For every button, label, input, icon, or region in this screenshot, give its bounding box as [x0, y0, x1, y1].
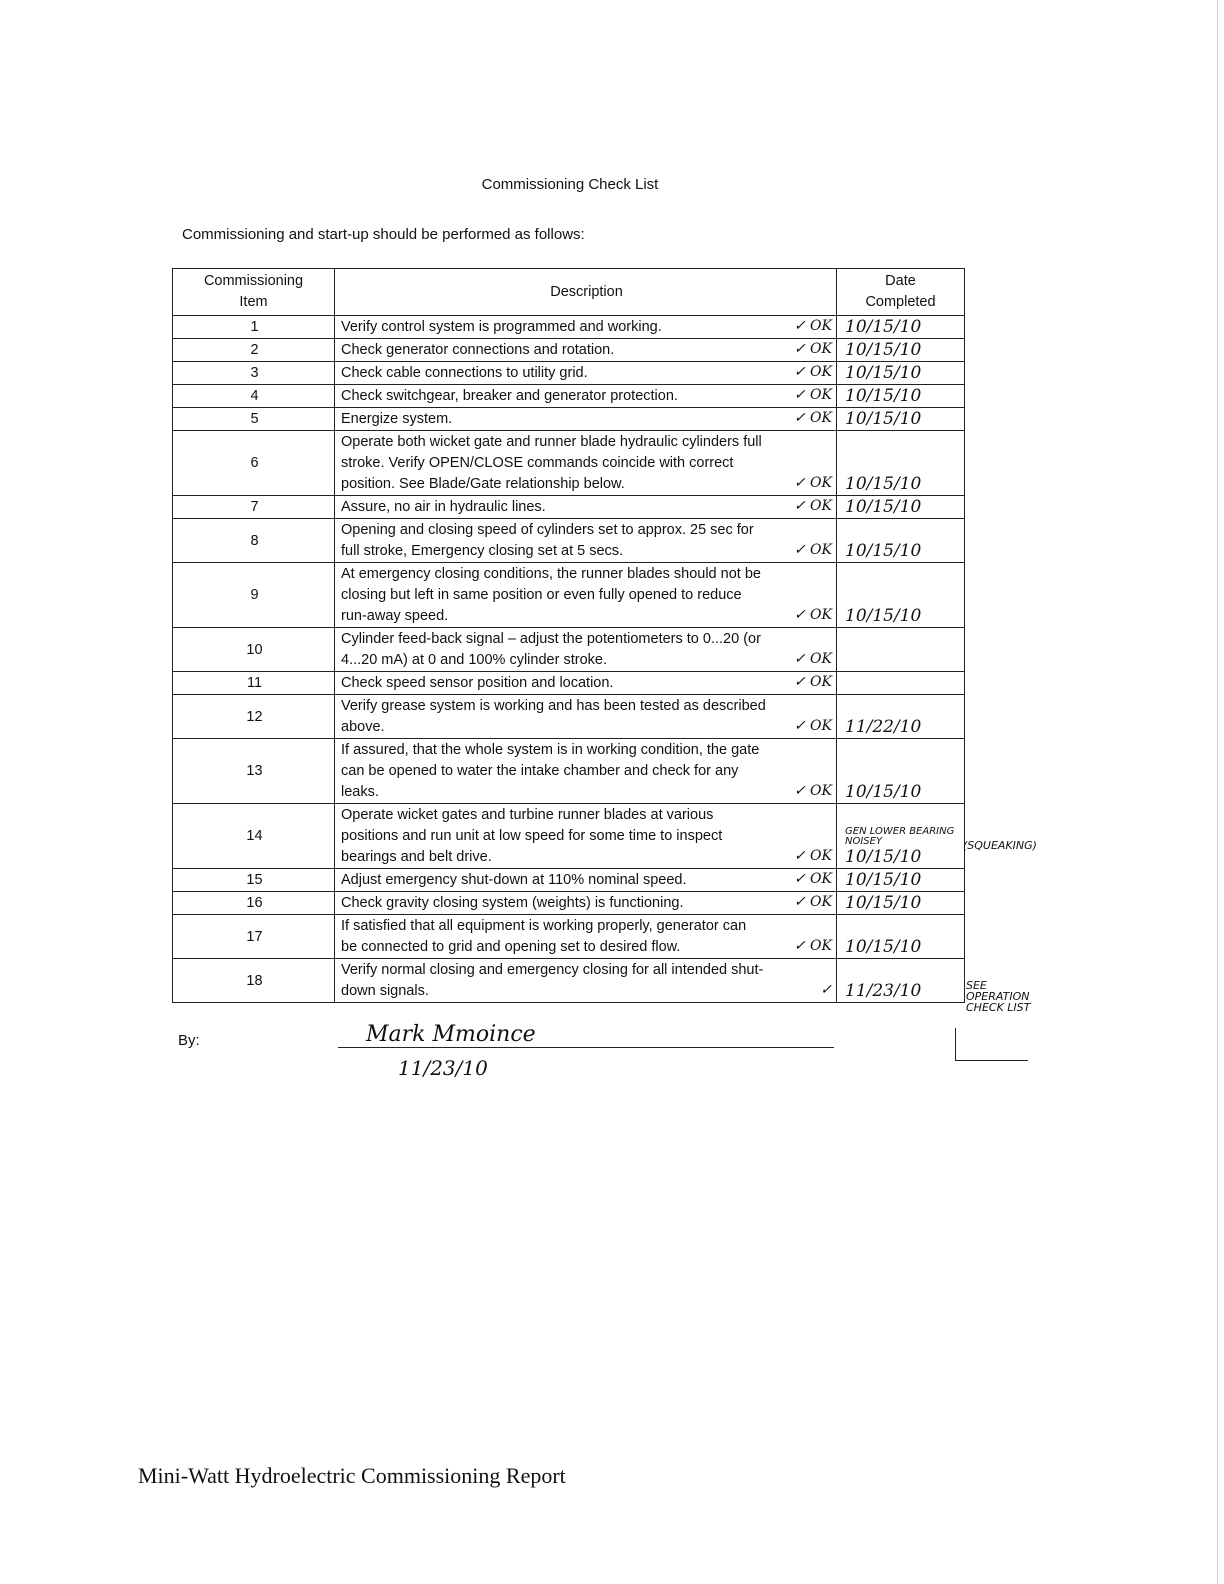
table-row	[173, 408, 965, 431]
side-note-squeaking: (SQUEAKING)	[963, 839, 1037, 852]
table-row	[173, 672, 965, 695]
item-description: Adjust emergency shut-down at 110% nominal speed.	[341, 872, 687, 888]
item-number: 16	[173, 892, 335, 915]
date-completed: 10/15/10	[845, 937, 922, 957]
item-description: At emergency closing conditions, the runner blades should not be closing but left in same position or even fully opened to reduce run-away speed.	[341, 566, 761, 624]
item-description: Check switchgear, breaker and generator protection.	[341, 388, 678, 404]
date-completed: 10/15/10	[845, 893, 922, 913]
item-description-cell	[335, 915, 837, 959]
table-row	[173, 496, 965, 519]
date-completed: 10/15/10	[845, 606, 922, 626]
item-description: Operate both wicket gate and runner blade hydraulic cylinders full stroke. Verify OPEN/CLOSE commands coincide with correct position. See Blade/Gate relationship below.	[341, 434, 762, 492]
item-number: 12	[173, 695, 335, 739]
date-completed: 10/15/10	[845, 317, 922, 337]
table-row	[173, 695, 965, 739]
table-row	[173, 519, 965, 563]
item-description-cell	[335, 739, 837, 804]
table-row	[173, 563, 965, 628]
item-description: Check speed sensor position and location.	[341, 675, 614, 691]
table-row	[173, 385, 965, 408]
item-number: 3	[173, 362, 335, 385]
date-completed-cell	[837, 563, 965, 628]
date-completed-cell	[837, 804, 965, 869]
footer-title: Mini-Watt Hydroelectric Commissioning Report	[138, 1463, 566, 1488]
item-description: Verify normal closing and emergency closing for all intended shut-down signals.	[341, 962, 764, 999]
date-completed: 10/15/10	[845, 409, 922, 429]
item-number: 4	[173, 385, 335, 408]
check-mark: ✓ OK	[793, 410, 832, 426]
check-mark: ✓ OK	[793, 542, 832, 558]
item-number: 17	[173, 915, 335, 959]
item-number: 13	[173, 739, 335, 804]
header-description: Description	[335, 269, 837, 316]
bracket-mark	[955, 1028, 1028, 1061]
check-mark: ✓ OK	[793, 498, 832, 514]
date-completed-cell	[837, 892, 965, 915]
table-row	[173, 431, 965, 496]
date-completed-cell	[837, 959, 965, 1003]
check-mark: ✓ OK	[793, 938, 832, 954]
item-description-cell	[335, 339, 837, 362]
date-completed-cell	[837, 519, 965, 563]
item-number: 7	[173, 496, 335, 519]
item-description: Opening and closing speed of cylinders set to approx. 25 sec for full stroke, Emergency closing set at 5 secs.	[341, 522, 754, 559]
check-mark: ✓ OK	[793, 387, 832, 403]
check-mark: ✓ OK	[793, 783, 832, 799]
page-edge	[1217, 0, 1218, 1584]
item-description: Energize system.	[341, 411, 453, 427]
item-description-cell	[335, 804, 837, 869]
item-description: Operate wicket gates and turbine runner blades at various positions and run unit at low speed for some time to inspect bearings and belt drive.	[341, 807, 723, 865]
signature-date: 11/23/10	[398, 1056, 488, 1080]
table-row	[173, 628, 965, 672]
table-row	[173, 739, 965, 804]
date-completed: 10/15/10	[845, 782, 922, 802]
check-mark: ✓ OK	[793, 848, 832, 864]
item-number: 8	[173, 519, 335, 563]
item-description-cell	[335, 431, 837, 496]
date-completed-cell	[837, 362, 965, 385]
item-description-cell	[335, 519, 837, 563]
check-mark: ✓ OK	[793, 318, 832, 334]
item-description: Verify grease system is working and has been tested as described above.	[341, 698, 766, 735]
date-completed-cell	[837, 869, 965, 892]
item-number: 5	[173, 408, 335, 431]
date-completed: 10/15/10	[845, 497, 922, 517]
item-number: 10	[173, 628, 335, 672]
table-row	[173, 804, 965, 869]
item-description-cell	[335, 628, 837, 672]
signature-line	[338, 1047, 834, 1048]
check-mark: ✓ OK	[793, 894, 832, 910]
date-completed: 11/22/10	[845, 717, 922, 737]
table-row	[173, 339, 965, 362]
checklist-table	[172, 268, 965, 1003]
check-mark: ✓ OK	[793, 341, 832, 357]
check-mark: ✓	[820, 982, 832, 998]
item-description-cell	[335, 563, 837, 628]
signature: Mark Mmoince	[366, 1022, 536, 1047]
date-completed: 10/15/10	[845, 847, 922, 867]
by-label: By:	[178, 1032, 200, 1049]
date-completed-cell	[837, 496, 965, 519]
date-completed: 11/23/10	[845, 981, 922, 1001]
item-number: 1	[173, 316, 335, 339]
item-number: 6	[173, 431, 335, 496]
header-item: Commissioning Item	[173, 269, 335, 316]
item-description: If satisfied that all equipment is working properly, generator can be connected to grid and opening set to desired flow.	[341, 918, 747, 955]
date-completed-cell	[837, 739, 965, 804]
date-completed-cell	[837, 385, 965, 408]
check-mark: ✓ OK	[793, 871, 832, 887]
table-row	[173, 316, 965, 339]
check-mark: ✓ OK	[793, 718, 832, 734]
date-completed: 10/15/10	[845, 474, 922, 494]
date-note: GEN LOWER BEARING NOISEY	[845, 826, 955, 847]
page-title: Commissioning Check List	[481, 176, 659, 193]
header-row	[173, 269, 965, 316]
item-description-cell	[335, 316, 837, 339]
intro-text: Commissioning and start-up should be performed as follows:	[182, 226, 585, 243]
item-description: Check cable connections to utility grid.	[341, 365, 588, 381]
item-description-cell	[335, 869, 837, 892]
item-description: Check gravity closing system (weights) is functioning.	[341, 895, 684, 911]
date-completed: 10/15/10	[845, 541, 922, 561]
item-description-cell	[335, 695, 837, 739]
item-description-cell	[335, 496, 837, 519]
date-completed: 10/15/10	[845, 870, 922, 890]
item-number: 15	[173, 869, 335, 892]
date-completed-cell	[837, 915, 965, 959]
table-row	[173, 959, 965, 1003]
check-mark: ✓ OK	[793, 607, 832, 623]
item-description: Cylinder feed-back signal – adjust the potentiometers to 0...20 (or 4...20 mA) at 0 and 100% cylinder stroke.	[341, 631, 761, 668]
item-number: 2	[173, 339, 335, 362]
check-mark: ✓ OK	[793, 674, 832, 690]
date-completed-cell	[837, 408, 965, 431]
date-completed-cell	[837, 672, 965, 695]
date-completed: 10/15/10	[845, 363, 922, 383]
check-mark: ✓ OK	[793, 364, 832, 380]
item-number: 9	[173, 563, 335, 628]
item-number: 11	[173, 672, 335, 695]
date-completed-cell	[837, 339, 965, 362]
date-completed-cell	[837, 628, 965, 672]
date-completed-cell	[837, 431, 965, 496]
table-row	[173, 362, 965, 385]
item-number: 18	[173, 959, 335, 1003]
table-row	[173, 869, 965, 892]
item-description-cell	[335, 408, 837, 431]
item-description: Assure, no air in hydraulic lines.	[341, 499, 546, 515]
check-mark: ✓ OK	[793, 651, 832, 667]
check-mark: ✓ OK	[793, 475, 832, 491]
date-completed: 10/15/10	[845, 340, 922, 360]
checklist-body	[173, 316, 965, 1003]
item-description-cell	[335, 892, 837, 915]
date-completed: 10/15/10	[845, 386, 922, 406]
date-completed-cell	[837, 695, 965, 739]
item-description-cell	[335, 362, 837, 385]
table-row	[173, 915, 965, 959]
date-completed-cell	[837, 316, 965, 339]
table-row	[173, 892, 965, 915]
item-description: If assured, that the whole system is in working condition, the gate can be opened to water the intake chamber and check for any leaks.	[341, 742, 760, 800]
side-note-see-operation: SEE OPERATION CHECK LIST	[966, 979, 1031, 1014]
item-number: 14	[173, 804, 335, 869]
item-description-cell	[335, 385, 837, 408]
item-description: Check generator connections and rotation.	[341, 342, 615, 358]
item-description-cell	[335, 959, 837, 1003]
item-description: Verify control system is programmed and working.	[341, 319, 662, 335]
header-date: Date Completed	[837, 269, 965, 316]
item-description-cell	[335, 672, 837, 695]
